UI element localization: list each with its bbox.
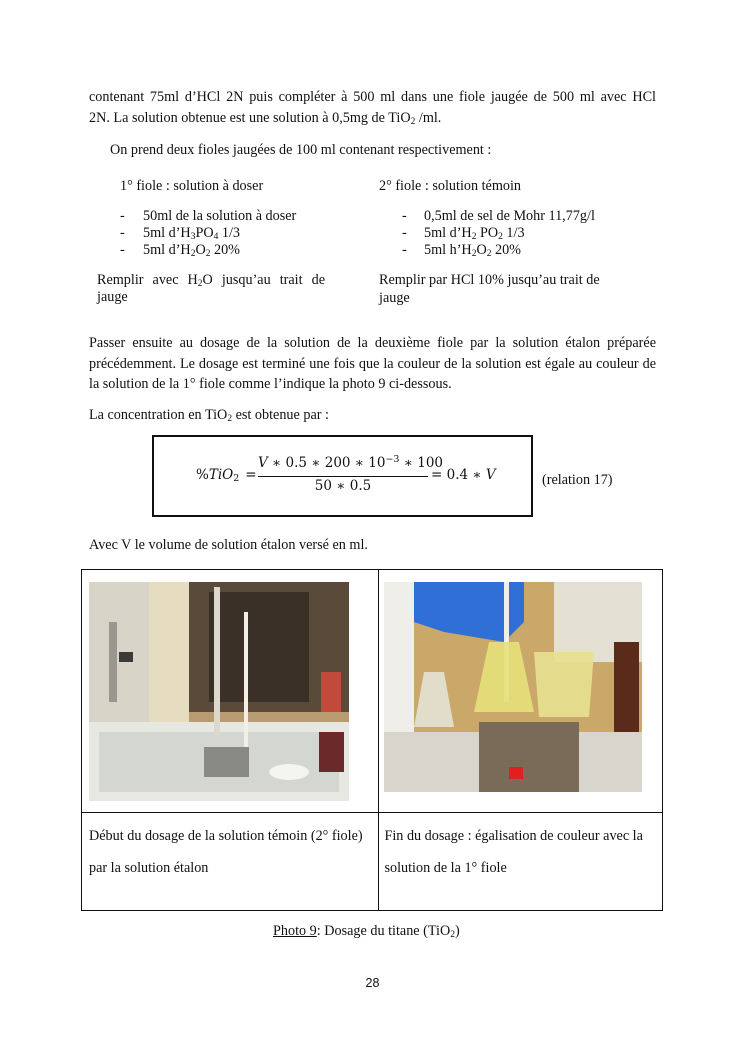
caption-left-p1: Début du dosage de la solution témoin (2° fiole)	[89, 828, 363, 844]
fiole2-item-2: - 5ml $d’H_2$ $PO_2$ 1/3	[402, 225, 525, 242]
figure-label: Photo 9	[273, 923, 317, 939]
caption-right-p2: solution de la 1° fiole	[384, 859, 507, 876]
fiole1-item-1: - 50ml de la solution à doser	[120, 208, 297, 224]
caption-cell-right	[379, 813, 663, 911]
page-number: 28	[365, 976, 380, 990]
figure-caption: Photo 9: Dosage du titane (TiO$_2$)	[273, 923, 460, 940]
caption-left-p2: par la solution étalon	[89, 859, 209, 876]
lab-photo-end-titration	[384, 582, 642, 792]
formula-lhs: %TiO$_2$ =	[196, 467, 257, 484]
fiole2-title: 2° fiole : solution témoin	[379, 178, 522, 194]
formula-denominator: 50 ∗ 0.5	[314, 478, 372, 494]
intro-line-2: 2N. La solution obtenue est une solution à 0,5mg de TiO$_2$ /ml.	[89, 110, 442, 127]
fraction-bar	[258, 476, 428, 477]
fiole1-fill-line-1: Remplir avec $H_2O$ jusqu’au trait de	[97, 272, 325, 289]
caption-right-p1: Fin du dosage : égalisation de couleur avec la	[384, 828, 643, 844]
fiole1-item-2: - 5ml $d’H_3PO_4$ 1/3	[120, 225, 241, 242]
lead-sentence: On prend deux fioles jaugées de 100 ml contenant respectivement :	[110, 142, 492, 158]
fiole2-fill-line-2: jauge	[379, 290, 410, 306]
lab-photo-start-titration	[89, 582, 349, 801]
photo-cell-left	[82, 570, 379, 813]
fiole1-fill-line-2: jauge	[97, 289, 128, 305]
photo-table	[81, 569, 663, 911]
fiole1-item-3: - 5ml $d’H_2O_2$ 20%	[120, 242, 240, 259]
caption-cell-left	[82, 813, 379, 911]
photo-cell-right	[379, 570, 663, 813]
fiole2-item-3: - 5ml $h’H_2O_2$ 20%	[402, 242, 521, 259]
relation-label: (relation 17)	[542, 472, 613, 488]
intro-line-1: contenant 75ml d’HCl 2N puis compléter à 500 ml dans une fiole jaugée de 500 ml avec HCl	[89, 89, 656, 105]
fiole2-fill-line-1: Remplir par HCl 10% jusqu’au trait de	[379, 272, 600, 288]
formula-rhs: = 0.4 ∗ V	[431, 467, 496, 483]
body-paragraph: Passer ensuite au dosage de la solution de la deuxième fiole par la solution étalon préparée précédemment. Le dosage est terminé une fois que la couleur de la solution est égale au couleur de la solution de la 1° fiole comme l’indique la photo 9 ci-dessous.	[89, 335, 656, 392]
fiole1-title: 1° fiole : solution à doser	[120, 178, 264, 194]
fiole2-item-1: - 0,5ml de sel de Mohr 11,77g/l	[402, 208, 595, 224]
formula-numerator: V ∗ 0.5 ∗ 200 ∗ $10^{-3}$ ∗ 100	[258, 454, 443, 471]
avec-v-sentence: Avec V le volume de solution étalon versé en ml.	[89, 537, 368, 553]
concentration-sentence: La concentration en TiO$_2$ est obtenue par :	[89, 407, 329, 424]
